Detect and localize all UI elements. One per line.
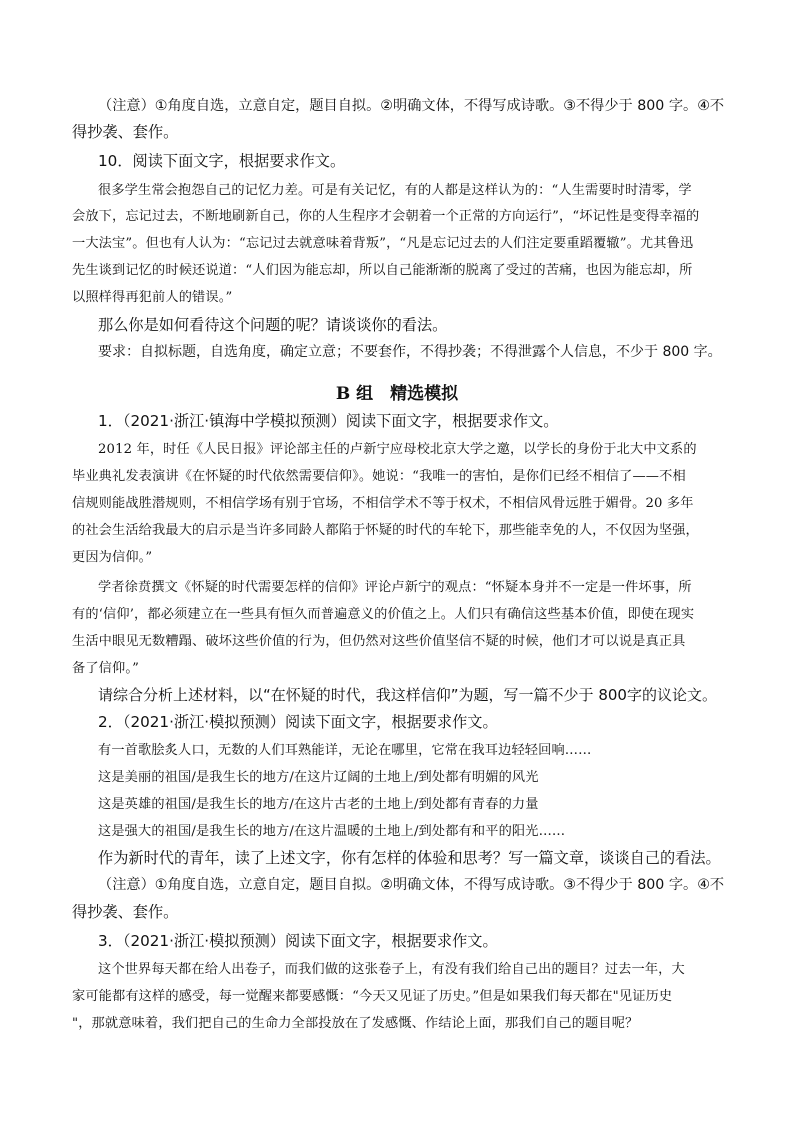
note-line-cont: 得抄袭、套作。 bbox=[72, 903, 179, 921]
question-line: 那么你是如何看待这个问题的呢？请谈谈你的看法。 bbox=[98, 316, 448, 334]
material-paragraph-line: "，那就意味着，我们把自己的生命力全部投放在了发感慨、作结论上面，那我们自己的题目呢？ bbox=[72, 1016, 639, 1031]
material-paragraph-line: 一大法宝”。但也有人认为：“忘记过去就意味着背叛”，“凡是忘记过去的人们注定要重蹈覆辙”。尤其鲁迅 bbox=[72, 236, 694, 251]
question-1-prompt: 1．（2021·浙江·镇海中学模拟预测）阅读下面文字，根据要求作文。 bbox=[98, 412, 559, 430]
material-paragraph-line: 的社会生活给我最大的启示是当许多同龄人都陷于怀疑的时代的车轮下，那些能幸免的人，不仅因为坚强， bbox=[72, 523, 699, 538]
material-paragraph-line: 更因为信仰。” bbox=[72, 550, 153, 565]
question-2-prompt: 2．（2021·浙江·模拟预测）阅读下面文字，根据要求作文。 bbox=[98, 713, 498, 731]
material-paragraph: 2012 年，时任《人民日报》评论部主任的卢新宁应母校北京大学之邀，以学长的身份于北大中文系的 bbox=[98, 442, 697, 457]
lyric-line: 这是英雄的祖国/是我生长的地方/在这片古老的土地上/到处都有青春的力量 bbox=[98, 797, 539, 812]
material-paragraph-line: 备了信仰。” bbox=[72, 661, 139, 676]
material-paragraph-line: 生活中眼见无数糟蹋、破坏这些价值的行为，但仍然对这些价值坚信不疑的时候，他们才可以说是真正具 bbox=[72, 634, 686, 649]
note-line: （注意）①角度自选，立意自定，题目自拟。②明确文体，不得写成诗歌。③不得少于 800 字。④不 bbox=[98, 98, 725, 114]
material-paragraph: 有一首歌脍炙人口，无数的人们耳熟能详，无论在哪里，它常在我耳边轻轻回响…… bbox=[98, 743, 592, 758]
question-3-prompt: 3．（2021·浙江·模拟预测）阅读下面文字，根据要求作文。 bbox=[98, 932, 498, 950]
material-paragraph: 很多学生常会抱怨自己的记忆力差。可是有关记忆，有的人都是这样认为的：“人生需要时时清零，学 bbox=[98, 183, 692, 198]
material-paragraph-line: 会放下，忘记过去，不断地刷新自己，你的人生程序才会朝着一个正常的方向运行”，“坏记性是变得幸福的 bbox=[72, 209, 700, 224]
requirement-line: 要求：自拟标题，自选角度，确定立意；不要套作，不得抄袭；不得泄露个人信息，不少于 800 字。 bbox=[98, 344, 722, 360]
question-10-prompt: 10．阅读下面文字，根据要求作文。 bbox=[98, 152, 346, 170]
lyric-line: 这是强大的祖国/是我生长的地方/在这片温暖的土地上/到处都有和平的阳光…… bbox=[98, 824, 566, 839]
section-heading: B 组 精选模拟 bbox=[335, 384, 459, 404]
material-paragraph-line: 有的‘信仰’，都必须建立在一些具有恒久而普遍意义的价值之上。人们只有确信这些基本价值，即使在现实 bbox=[72, 607, 695, 622]
note-line: （注意）①角度自选，立意自定，题目自拟。②明确文体，不得写成诗歌。③不得少于 800 字。④不 bbox=[98, 877, 725, 893]
material-paragraph-line: 以照样得再犯前人的错误。” bbox=[72, 290, 233, 305]
lyric-line: 这是美丽的祖国/是我生长的地方/在这片辽阔的土地上/到处都有明媚的风光 bbox=[98, 770, 539, 785]
material-paragraph-line: 信规则能战胜潜规则，不相信学场有别于官场，不相信学术不等于权术，不相信风骨远胜于媚骨。20 多年 bbox=[72, 496, 694, 511]
material-paragraph: 学者徐贲撰文《怀疑的时代需要怎样的信仰》评论卢新宁的观点：“怀疑本身并不一定是一件坏事，所 bbox=[98, 580, 692, 595]
material-paragraph: 这个世界每天都在给人出卷子，而我们做的这张卷子上，有没有我们给自己出的题目？过去一年，大 bbox=[98, 962, 685, 977]
question-line: 作为新时代的青年，读了上述文字，你有怎样的体验和思考？写一篇文章，谈谈自己的看法。 bbox=[98, 849, 721, 867]
question-line: 请综合分析上述材料，以“在怀疑的时代，我这样信仰”为题，写一篇不少于 800字的议论文。 bbox=[98, 686, 717, 704]
note-line-cont: 得抄袭、套作。 bbox=[72, 123, 179, 141]
material-paragraph-line: 毕业典礼发表演讲《在怀疑的时代依然需要信仰》。她说：“我唯一的害怕，是你们已经不相信了——不相 bbox=[72, 469, 686, 484]
material-paragraph-line: 先生谈到记忆的时候还说道：“人们因为能忘却，所以自己能渐渐的脱离了受过的苦痛，也因为能忘却，所 bbox=[72, 263, 693, 278]
material-paragraph-line: 家可能都有这样的感受，每一觉醒来都要感慨：“今天又见证了历史。”但是如果我们每天都在"见证历史 bbox=[72, 989, 673, 1004]
